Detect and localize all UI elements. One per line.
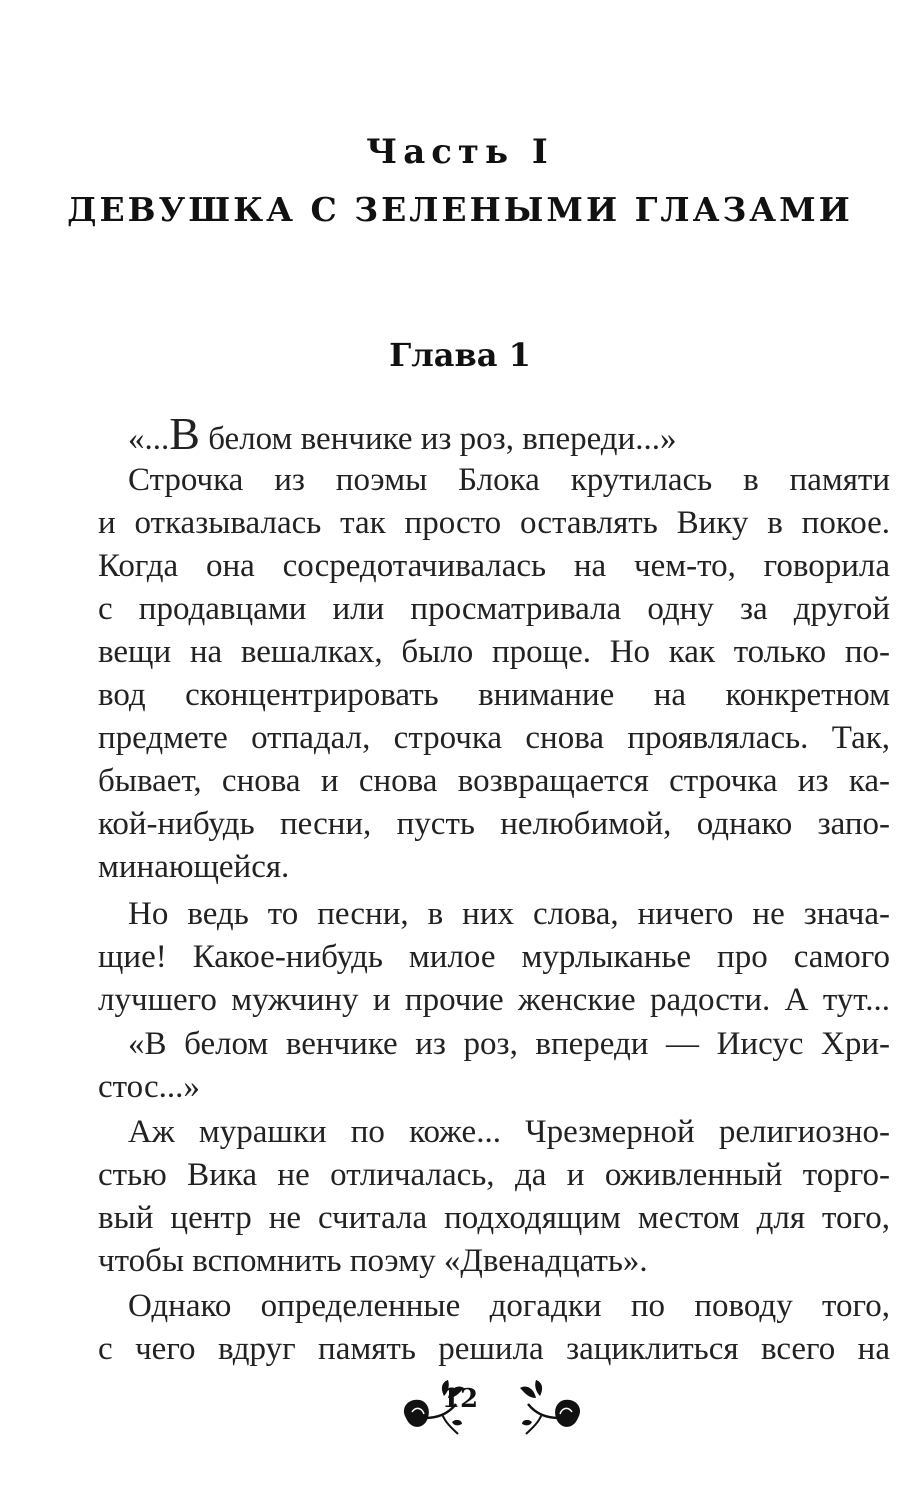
text-line: Однако определенные догадки по поводу того,: [128, 1288, 890, 1324]
text-line: лучшего мужчину и прочие женские радости. А тут...: [98, 982, 890, 1018]
text-line: Когда она сосредотачивалась на чем-то, говорила: [98, 548, 890, 584]
page-number: 12: [441, 1384, 479, 1414]
text-line: вый центр не считала подходящим местом для того,: [98, 1200, 890, 1236]
text-line: предмете отпадал, строчка снова проявлялась. Так,: [98, 720, 890, 756]
part-title: ДЕВУШКА С ЗЕЛЕНЫМИ ГЛАЗАМИ: [67, 190, 853, 229]
chapter-title: Глава 1: [389, 336, 531, 374]
opening-quote: «...: [128, 421, 170, 457]
text-line: Но ведь то песни, в них слова, ничего не знача-: [128, 896, 890, 932]
text-line: чтобы вспомнить поэму «Двенадцать».: [98, 1243, 648, 1279]
text-line: с чего вдруг память решила зациклиться всего на: [98, 1331, 890, 1367]
text-line: вод сконцентрировать внимание на конкретном: [98, 677, 890, 713]
text-line: и отказывалась так просто оставлять Вику в покое.: [98, 505, 890, 541]
text-line: стос...»: [98, 1069, 200, 1105]
text-line: щие! Какое-нибудь милое мурлыканье про самого: [98, 939, 890, 975]
first-line-rest: белом венчике из роз, впереди...»: [199, 421, 677, 457]
text-line: минающейся.: [98, 849, 290, 885]
text-line: «В белом венчике из роз, впереди — Иисус Хри-: [128, 1026, 890, 1062]
text-line: бывает, снова и снова возвращается строчка из ка-: [98, 763, 890, 799]
flower-ornament-icon: [512, 1378, 586, 1440]
text-line: стью Вика не отличалась, да и оживленный торго-: [98, 1157, 890, 1193]
drop-capital: В: [169, 408, 200, 459]
text-line: Аж мурашки по коже... Чрезмерной религиозно-: [128, 1114, 890, 1150]
text-line: с продавцами или просматривала одну за другой: [98, 591, 890, 627]
page-footer: [0, 1378, 920, 1448]
text-line: кой-нибудь песни, пусть нелюбимой, однако запо-: [98, 806, 890, 842]
text-line: Строчка из поэмы Блока крутилась в памяти: [128, 462, 890, 498]
text-line: вещи на вешалках, было проще. Но как только по-: [98, 634, 890, 670]
part-label: Часть I: [366, 132, 554, 172]
first-line: [128, 408, 890, 459]
